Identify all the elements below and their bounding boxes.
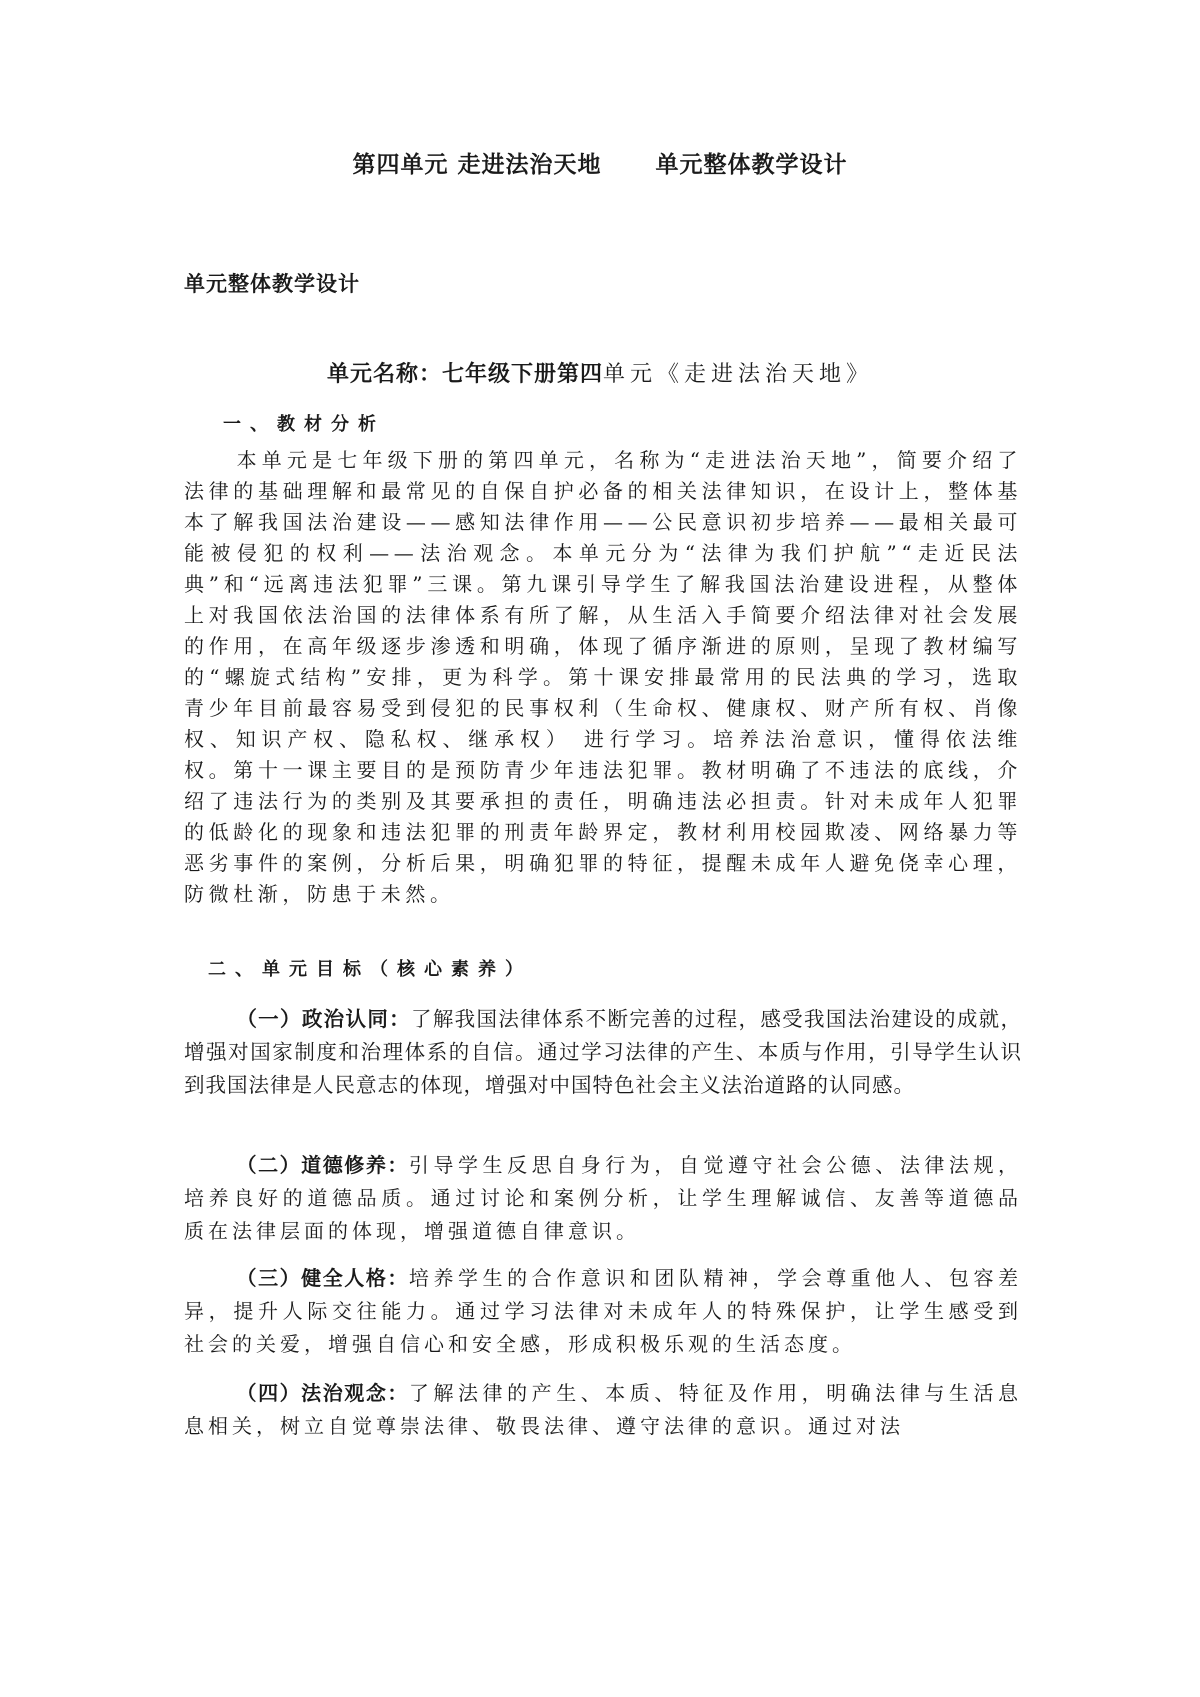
objective-text: 引导学生反思自身行为，自觉遵守社会公德、法律法规，培养良好的道德品质。通过讨论和案例分析，让学生理解诚信、友善等道德品质在法律层面的体现，增强道德自律意识。: [184, 1153, 1023, 1243]
objective-rule-of-law: [184, 1377, 1022, 1443]
objective-text: 了解我国法律体系不断完善的过程，感受我国法治建设的成就，增强对国家制度和治理体系的自信。通过学习法律的产生、本质与作用，引导学生认识到我国法律是人民意志的体现，增强对中国特色社会主义法治道路的认同感。: [184, 1007, 1022, 1097]
unit-name-prefix: 单元名称：七年级下册第四: [326, 362, 603, 387]
objective-text: 了解法律的产生、本质、特征及作用，明确法律与生活息息相关，树立自觉尊崇法律、敬畏法律、遵守法律的意识。通过对法: [184, 1381, 1023, 1438]
section-heading: 单元整体教学设计: [184, 272, 360, 296]
analysis-text: 本单元是七年级下册的第四单元，名称为“走进法治天地”，简要介绍了法律的基础理解和最常见的自保自护必备的相关法律知识，在设计上，整体基本了解我国法治建设——感知法律作用——公民意识初步培养——最相关最可能被侵犯的权利——法治观念。本单元分为“法律为我们护航”“走近民法典”和“远离违法犯罪”三课。第九课引导学生了解我国法治建设进程，从整体上对我国依法治国的法律体系有所了解，从生活入手简要介绍法律对社会发展的作用，在高年级逐步渗透和明确，体现了循序渐进的原则，呈现了教材编写的“螺旋式结构”安排，更为科学。第十课安排最常用的民法典的学习，选取青少年目前最容易受到侵犯的民事权利（生命权、健康权、财产所有权、肖像权、知识产权、隐私权、继承权） 进行学习。培养法治意识，懂得依法维权。第十一课主要目的是预防青少年违法犯罪。教材明确了不违法的底线，介绍了违法行为的类别及其要承担的责任，明确违法必担责。针对未成年人犯罪的低龄化的现象和违法犯罪的刑责年龄界定，教材利用校园欺凌、网络暴力等恶劣事件的案例，分析后果，明确犯罪的特征，提醒未成年人避免侥幸心理，防微杜渐，防患于未然。: [184, 448, 1022, 906]
document-title: 第四单元 走进法治天地 单元整体教学设计: [352, 152, 848, 178]
objective-text: 培养学生的合作意识和团队精神，学会尊重他人、包容差异，提升人际交往能力。通过学习法律对未成年人的特殊保护，让学生感受到社会的关爱，增强自信心和安全感，形成积极乐观的生活态度。: [184, 1266, 1023, 1356]
objective-moral-cultivation: [184, 1149, 1022, 1248]
objective-label: （四）法治观念：: [236, 1381, 409, 1405]
objectives-heading: 二、单元目标（核心素养）: [208, 959, 532, 980]
objective-sound-personality: [184, 1262, 1022, 1361]
objective-label: （二）道德修养：: [236, 1153, 409, 1177]
unit-name-value: 单元《走进法治天地》: [603, 362, 874, 387]
objective-label: （三）健全人格：: [236, 1266, 409, 1290]
unit-name: [0, 357, 1200, 388]
objective-political-identity: [184, 1003, 1022, 1102]
objective-label: （一）政治认同：: [236, 1007, 411, 1031]
analysis-paragraph: [184, 445, 1022, 910]
analysis-heading: 一、教材分析: [223, 414, 385, 435]
